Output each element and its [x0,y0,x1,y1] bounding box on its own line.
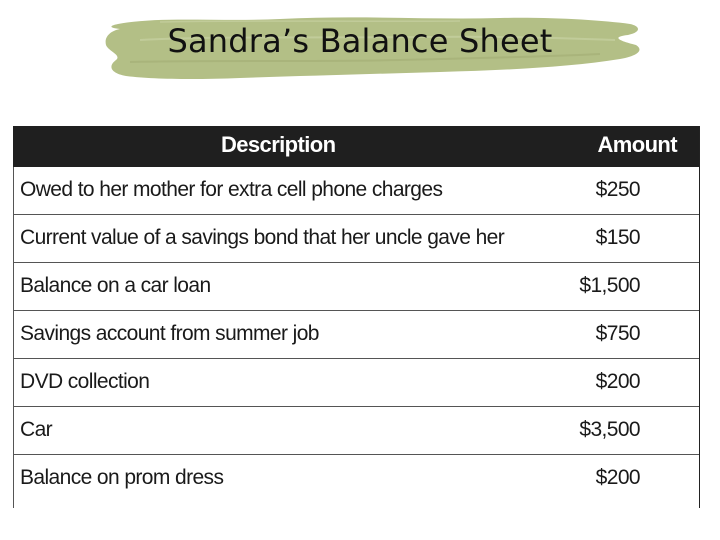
table-row [13,263,699,311]
balance-sheet-table [13,126,700,508]
row-description: Car [20,418,53,441]
row-amount: $200 [595,466,640,489]
table-row [13,311,699,359]
table-row [13,167,699,215]
row-description: Savings account from summer job [20,322,319,345]
table-body [13,167,699,502]
table-row [13,455,699,502]
row-description: Current value of a savings bond that her uncle gave her [20,226,505,249]
row-amount: $750 [595,322,640,345]
row-amount: $1,500 [579,274,640,297]
header-amount: Amount [597,132,677,157]
row-amount: $200 [595,370,640,393]
row-amount: $3,500 [579,418,640,441]
row-description: Owed to her mother for extra cell phone charges [20,178,443,201]
table-row [13,215,699,263]
page-title: Sandra’s Balance Sheet [167,22,553,60]
table-row [13,359,699,407]
table-header [13,126,699,167]
row-amount: $150 [595,226,640,249]
table-row [13,407,699,455]
row-description: Balance on a car loan [20,274,211,297]
row-description: DVD collection [20,370,150,393]
row-amount: $250 [595,178,640,201]
header-description: Description [221,132,336,157]
row-description: Balance on prom dress [20,466,224,489]
